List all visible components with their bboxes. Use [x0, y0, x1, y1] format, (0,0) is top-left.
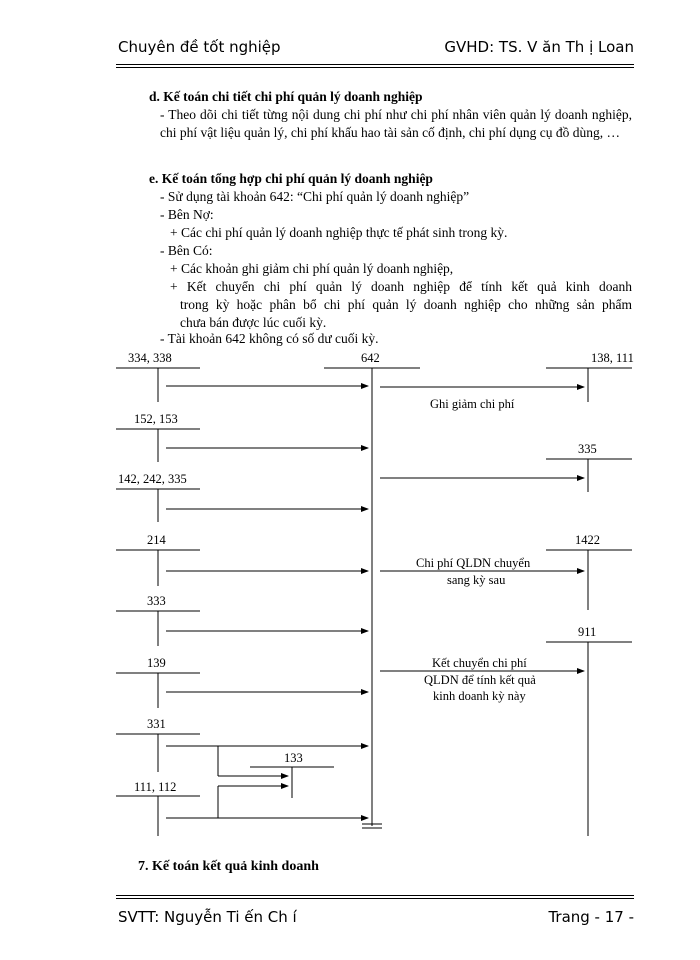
- section-e-line-5: + Các khoản ghi giảm chi phí quản lý doanh nghiệp,: [170, 261, 454, 276]
- section-7-title: 7. Kế toán kết quả kinh doanh: [138, 859, 319, 874]
- note-kc-1: Kết chuyển chi phí: [432, 656, 527, 670]
- section-e-line-8: chưa bán được lúc cuối kỳ.: [180, 315, 327, 330]
- left-account-6-label: 139: [147, 656, 166, 670]
- right-account-4-label: 911: [578, 625, 597, 639]
- footer-right: Trang - 17 -: [548, 908, 634, 926]
- header-right: GVHD: TS. V ăn Th ị Loan: [444, 38, 634, 56]
- left-account-1-label: 334, 338: [128, 351, 172, 365]
- section-e-line-3: + Các chi phí quản lý doanh nghiệp thực tế phát sinh trong kỳ.: [170, 225, 508, 240]
- left-account-7-label: 331: [147, 717, 166, 731]
- note-qldn-2: sang kỳ sau: [447, 573, 506, 587]
- right-account-2-label: 335: [578, 442, 597, 456]
- section-e-line-7: trong kỳ hoặc phân bổ chi phí quản lý doanh nghiệp cho những sản phẩm: [180, 297, 632, 312]
- header-left: Chuyên đề tốt nghiệp: [118, 38, 281, 56]
- center-account-label: 642: [361, 351, 380, 365]
- section-e-line-1: - Sử dụng tài khoản 642: “Chi phí quản lý doanh nghiệp”: [160, 189, 470, 204]
- left-account-2-label: 152, 153: [134, 412, 178, 426]
- note-kc-3: kinh doanh kỳ này: [433, 689, 526, 703]
- footer-left: SVTT: Nguyễn Ti ến Ch í: [118, 908, 297, 926]
- section-d-text: - Theo dõi chi tiết từng nội dung chi phí như chi phí nhân viên quản lý doanh nghiệp, chi phí vật liệu quản lý, chi phí khấu hao tài sản cố định, chi phí dụng cụ đồ dùng, …: [160, 107, 632, 140]
- left-account-5-label: 333: [147, 594, 166, 608]
- right-account-3-label: 1422: [575, 533, 600, 547]
- section-e-line-2: - Bên Nợ:: [160, 207, 214, 222]
- right-account-1-label: 138, 111: [591, 351, 634, 365]
- note-ghi-giam: Ghi giảm chi phí: [430, 397, 515, 411]
- sub-account-label: 133: [284, 751, 303, 765]
- left-account-4-label: 214: [147, 533, 166, 547]
- section-e-line-6: + Kết chuyển chi phí quản lý doanh nghiệp để tính kết quả kinh doanh: [170, 279, 632, 294]
- note-qldn-1: Chi phí QLDN chuyển: [416, 556, 531, 570]
- section-e-title: e. Kế toán tổng hợp chi phí quản lý doanh nghiệp: [149, 171, 433, 186]
- note-kc-2: QLDN để tính kết quả: [424, 673, 536, 687]
- section-e-line-9: - Tài khoản 642 không có số dư cuối kỳ.: [160, 331, 379, 346]
- footer-rule-2: [116, 898, 634, 899]
- section-d-title: d. Kế toán chi tiết chi phí quản lý doanh nghiệp: [149, 89, 423, 104]
- left-account-3-label: 142, 242, 335: [118, 472, 187, 486]
- left-account-8-label: 111, 112: [134, 780, 177, 794]
- section-e-line-4: - Bên Có:: [160, 243, 213, 258]
- footer-rule-1: [116, 895, 634, 896]
